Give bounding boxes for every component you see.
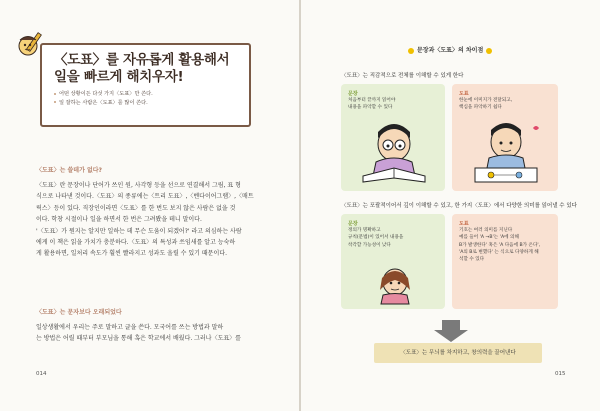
section-heading-1: 〈도표〉는 쓸데가 없다? bbox=[36, 167, 103, 174]
section-heading-2: 〈도표〉는 문자보다 오래되었다 bbox=[36, 309, 122, 316]
row2-diagram-box bbox=[452, 214, 558, 309]
comparison-title bbox=[408, 45, 492, 54]
body-line: 이다. 학창 시절이나 일을 하면서 한 번은 그려봤을 테니 말이다. bbox=[36, 216, 202, 224]
bullet-dot-icon bbox=[54, 93, 56, 95]
chapter-title-line-2: 일을 빠르게 해치우자! bbox=[54, 69, 184, 85]
down-arrow-icon bbox=[432, 320, 470, 342]
body-line: 일상생활에서 우리는 주로 말하고 글을 쓴다. 모국어를 쓰는 방법과 말하 bbox=[36, 324, 224, 331]
section-paragraph-1 bbox=[36, 180, 258, 260]
chapter-title-box bbox=[40, 43, 251, 127]
box-text-line: 처음부터 끝까지 읽어야 bbox=[348, 98, 396, 103]
box-text-line: B가 발생한다' 혹은 'A 다음에 B가 온다', bbox=[459, 242, 541, 248]
thinking-girl-illustration bbox=[373, 262, 417, 306]
right-page bbox=[301, 0, 600, 411]
left-page bbox=[0, 0, 299, 411]
row1-heading: 〈도표〉는 직감적으로 전체를 이해할 수 있게 한다 bbox=[341, 73, 464, 79]
chapter-bullets bbox=[54, 90, 239, 107]
bulb-icon bbox=[486, 48, 492, 54]
comparison-title-text: 문장과〈도표〉의 차이점 bbox=[417, 47, 484, 54]
body-line: 릭스〉등이 있다. 직장인이라면〈도표〉를 한 번도 보지 않은 사람은 없을 것 bbox=[36, 204, 236, 212]
box-label: 도표 bbox=[459, 91, 469, 97]
box-text-line: 정의가 명확하고 bbox=[348, 228, 381, 233]
box-label: 문장 bbox=[348, 91, 358, 97]
box-text-line: 착각할 가능성이 낮다 bbox=[348, 242, 391, 248]
body-line: 는 방법은 어릴 때부터 부모님을 통해 혹은 학교에서 배웠다. 그러나〈도표〉를 bbox=[36, 335, 241, 343]
box-label: 문장 bbox=[348, 221, 358, 227]
body-line: 에게 이 책은 읽을 가치가 충분하다.〈도표〉의 특성과 쓰임새를 알고 능숙하 bbox=[36, 239, 236, 247]
body-line: 식으로 나타낸 것이다.〈도표〉의 종류에는〈트리 도표〉,〈벤다이어그램〉,〈매트 bbox=[36, 193, 254, 201]
box-text-line: 기호는 여러 의미를 지닌다 bbox=[459, 228, 513, 233]
chapter-title-line-1: 〈도표〉를 자유롭게 활용해서 bbox=[54, 52, 230, 68]
chapter-bullet-text: 일 잘하는 사람은〈도표〉를 많이 쓴다. bbox=[59, 99, 148, 106]
body-line: 게 활용하면, 일처리 속도가 훨씬 빨라지고 성과도 올릴 수 있기 때문이다. bbox=[36, 250, 227, 258]
chapter-bullet bbox=[54, 90, 239, 99]
chapter-bullet bbox=[54, 99, 239, 108]
row2-heading: 〈도표〉는 포괄적이어서 깊이 이해할 수 있고, 한 가지〈도표〉에서 다양한 의미를 읽어낼 수 있다 bbox=[341, 203, 577, 209]
section-paragraph-2 bbox=[36, 322, 258, 345]
box-text-line: 'A의 B로 변했다' 는 식으로 다양하게 해 bbox=[459, 249, 539, 255]
diagram-person-illustration bbox=[461, 118, 551, 186]
box-text-line: 예를 들어 'A →B'는 'A에 의해 bbox=[459, 235, 519, 241]
body-line: '〈도표〉가 뭔지는 알지만 일하는 데 무슨 도움이 되겠어?' 라고 의심하는 사람 bbox=[36, 227, 242, 235]
box-text-line: 한눈에 이미지가 전달되고, bbox=[459, 98, 513, 103]
bulb-icon bbox=[408, 48, 414, 54]
box-text-line: 규칙(문법)이 있어서 내용을 bbox=[348, 235, 404, 241]
bullet-dot-icon bbox=[54, 101, 56, 103]
box-text-line: 내용을 파악할 수 있다 bbox=[348, 105, 393, 111]
box-text-line: 석할 수 있다 bbox=[459, 257, 485, 263]
reading-person-illustration bbox=[349, 118, 439, 186]
box-text-line: 핵심을 파악하기 쉽다 bbox=[459, 105, 502, 111]
chapter-bullet-text: 어떤 상황이든 다섯 가지〈도표〉만 쓴다. bbox=[59, 91, 153, 97]
box-label: 도표 bbox=[459, 221, 469, 227]
page-number-left: 014 bbox=[36, 371, 47, 377]
conclusion-banner: 〈도표〉는 무늬를 차지하고, 창의력을 끌어낸다 bbox=[374, 343, 542, 363]
page-number-right: 015 bbox=[555, 371, 566, 377]
body-line: 〈도표〉란 문장이나 단어가 쓰인 원, 사각형 등을 선으로 연결해서 그림, 표 형 bbox=[36, 182, 241, 189]
